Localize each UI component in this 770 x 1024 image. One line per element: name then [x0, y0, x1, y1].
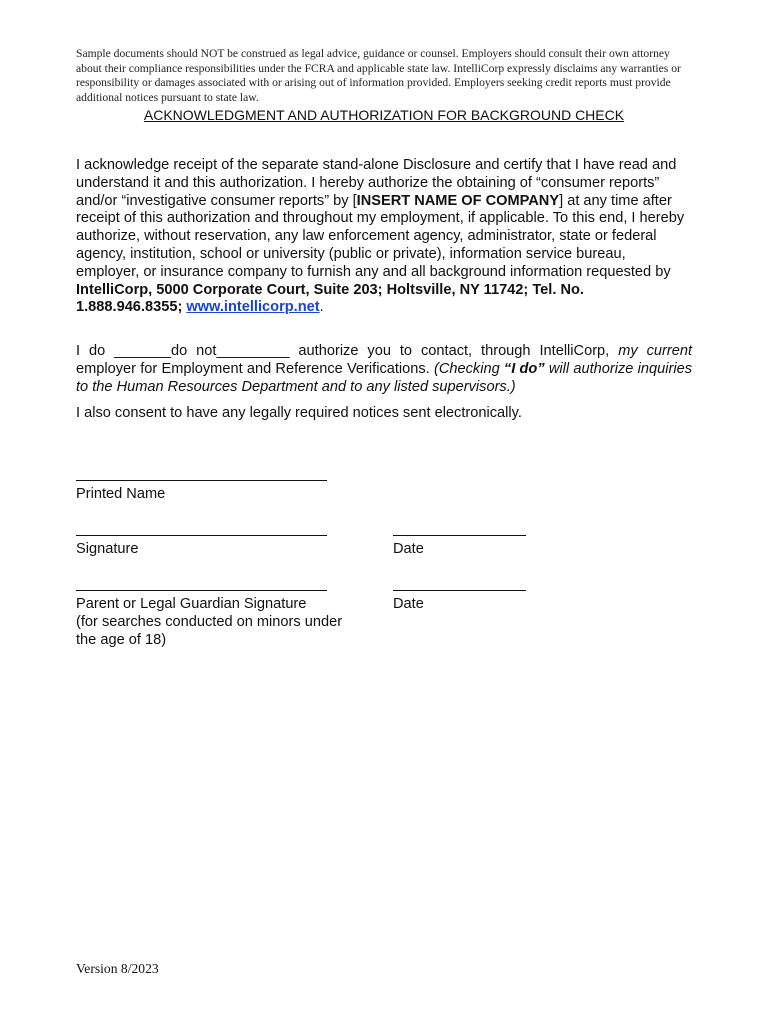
consent-text-a: I do _______do not_________ authorize you to contact, through IntelliCorp, — [76, 343, 619, 359]
document-title: ACKNOWLEDGMENT AND AUTHORIZATION FOR BACKGROUND CHECK — [143, 107, 625, 123]
disclaimer-text: Sample documents should NOT be construed as legal advice, guidance or counsel. Employers should consult their own attorney about their compliance responsibilities under the FCRA and applicable state law. IntelliCorp expressly disclaims any warranties or responsibility or damages associated with or arising out of information provided. Employers seeking credit reports must provide additional notices pursuant to state law. — [76, 47, 681, 104]
date-label-2: Date — [393, 596, 424, 612]
guardian-signature-line[interactable] — [76, 590, 327, 591]
version-footer: Version 8/2023 — [76, 961, 159, 976]
signature-line[interactable] — [76, 535, 327, 536]
intellicorp-contact: IntelliCorp, 5000 Corporate Court, Suite 203; Holtsville, NY 11742; Tel. No. 1.888.946.8355; — [76, 281, 584, 316]
consent-italic-b: (Checking — [433, 360, 504, 377]
electronic-notice-paragraph: I also consent to have any legally required notices sent electronically. — [76, 405, 522, 421]
guardian-label-line3: the age of 18) — [76, 631, 167, 648]
guardian-label — [76, 596, 342, 649]
consent-italic-bold: “I do” — [503, 360, 545, 377]
website-link[interactable]: www.intellicorp.net — [186, 299, 320, 316]
consent-italic-c: will authorize inquiries to the Human Resources Department and to any listed supervisors.) — [76, 360, 692, 395]
signature-label: Signature — [76, 541, 139, 557]
auth-text-b: ] at any time after receipt of this authorization and throughout my employment, if applicable. To this end, I hereby authorize, without reservation, any law enforcement agency, administrator, state or federal agency, institution, school or university (public or private), information service bureau, employer, or insurance company to furnish any and all background information requested by — [76, 192, 685, 280]
printed-name-label: Printed Name — [76, 486, 166, 502]
contact-consent-paragraph — [76, 343, 692, 396]
guardian-label-line2: (for searches conducted on minors under — [76, 613, 343, 630]
date-label-1: Date — [393, 541, 424, 557]
consent-text-b: employer for Employment and Reference Verifications. — [76, 360, 434, 377]
auth-text-end: . — [319, 299, 324, 316]
authorization-paragraph — [76, 157, 692, 317]
date-line-1[interactable] — [393, 535, 526, 536]
consent-italic-a: my current — [618, 343, 693, 359]
auth-text-a: I acknowledge receipt of the separate stand-alone Disclosure and certify that I have read and understand it and this authorization. I hereby authorize the obtaining of “consumer reports” and/or “investigative consumer reports” by [ — [76, 157, 677, 209]
guardian-label-line1: Parent or Legal Guardian Signature — [76, 596, 307, 612]
date-line-2[interactable] — [393, 590, 526, 591]
company-placeholder: INSERT NAME OF COMPANY — [356, 192, 560, 209]
printed-name-line[interactable] — [76, 480, 327, 481]
